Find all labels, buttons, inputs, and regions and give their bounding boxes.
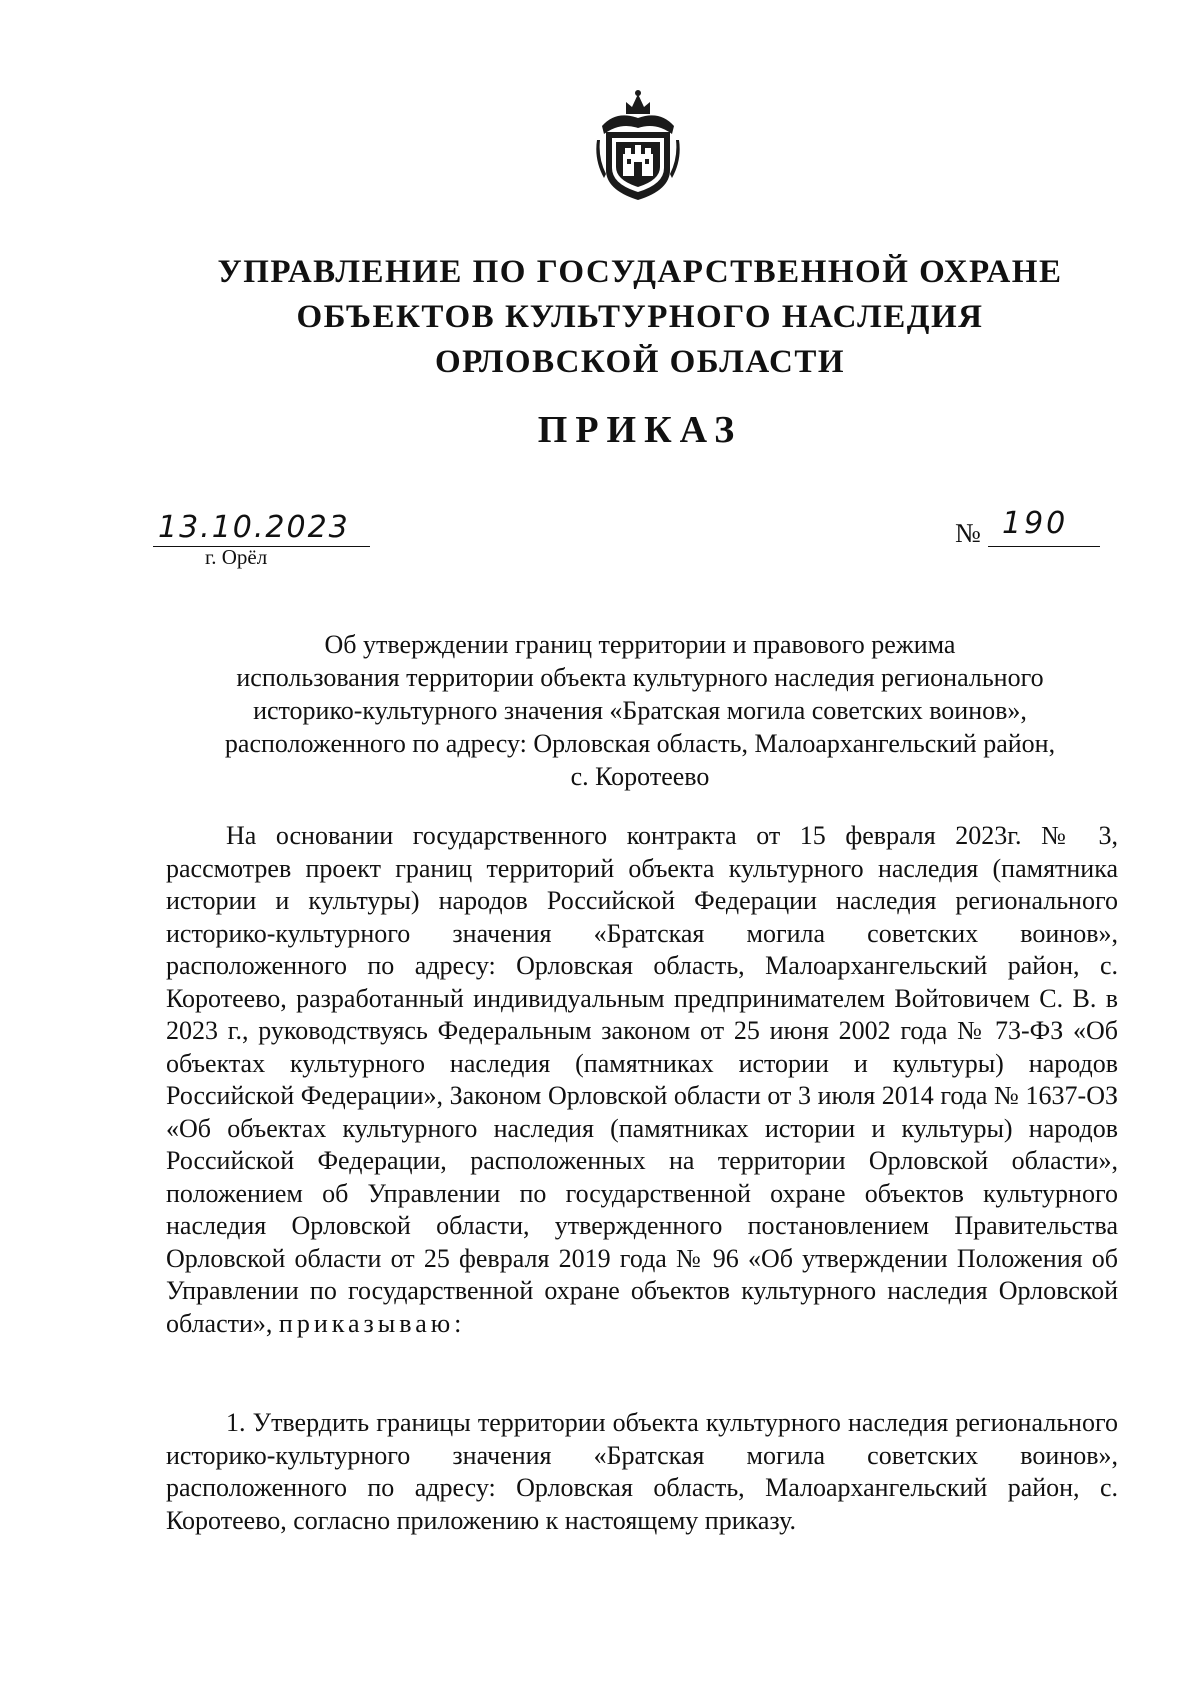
item-1-text: 1. Утвердить границы территории объекта культурного наследия регионального историко-культурного значения «Братская могила советских воинов», расположенного по адресу: Орловская область, Малоархангельский район, с. Коротеево, согласно приложению к настоящему приказу. (166, 1408, 1118, 1535)
organization-name-line-3: ОРЛОВСКОЙ ОБЛАСТИ (434, 344, 846, 380)
organization-name-line-2: ОБЪЕКТОВ КУЛЬТУРНОГО НАСЛЕДИЯ (296, 299, 984, 335)
body-paragraph-preamble (166, 820, 1118, 1340)
body-paragraph-item-1 (166, 1407, 1118, 1537)
document-type-title: ПРИКАЗ (537, 409, 743, 451)
order-subject (170, 628, 1110, 793)
coat-of-arms-icon (596, 88, 680, 203)
number-underline (988, 546, 1100, 547)
order-word: приказываю: (278, 1308, 466, 1338)
order-date: 13.10.2023 (158, 510, 350, 545)
issue-city: г. Орёл (205, 545, 268, 569)
subject-line: с. Коротеево (570, 762, 710, 791)
subject-line: Об утверждении границ территории и правового режима (324, 630, 956, 659)
preamble-text: На основании государственного контракта от 15 февраля 2023г. № 3, рассмотрев проект границ территорий объекта культурного наследия (памятника истории и культуры) народов Российской Федерации наследия регионального историко-культурного значения «Братская могила советских воинов», расположенного по адресу: Орловская область, Малоархангельский район, с. Коротеево, разработанный индивидуальным предпринимателем Войтовичем С. В. в 2023 г., руководствуясь Федеральным законом от 25 июня 2002 года № 73-ФЗ «Об объектах культурного наследия (памятниках истории и культуры) народов Российской Федерации», Законом Орловской области от 3 июля 2014 года № 1637-ОЗ «Об объектах культурного наследия (памятниках истории и культуры) народов Российской Федерации, расположенных на территории Орловской области», положением об Управлении по государственной охране объектов культурного наследия Орловской области, утвержденного постановлением Правительства Орловской области от 25 февраля 2019 года № 96 «Об утверждении Положения об Управлении по государственной охране объектов культурного наследия Орловской области», (166, 821, 1118, 1338)
subject-line: историко-культурного значения «Братская могила советских воинов», (253, 696, 1027, 725)
subject-line: расположенного по адресу: Орловская область, Малоархангельский район, (224, 729, 1056, 758)
organization-name-line-1: УПРАВЛЕНИЕ ПО ГОСУДАРСТВЕННОЙ ОХРАНЕ (217, 254, 1063, 290)
subject-line: использования территории объекта культурного наследия регионального (236, 663, 1044, 692)
number-label: № (955, 518, 981, 548)
order-number: 190 (1002, 506, 1069, 541)
